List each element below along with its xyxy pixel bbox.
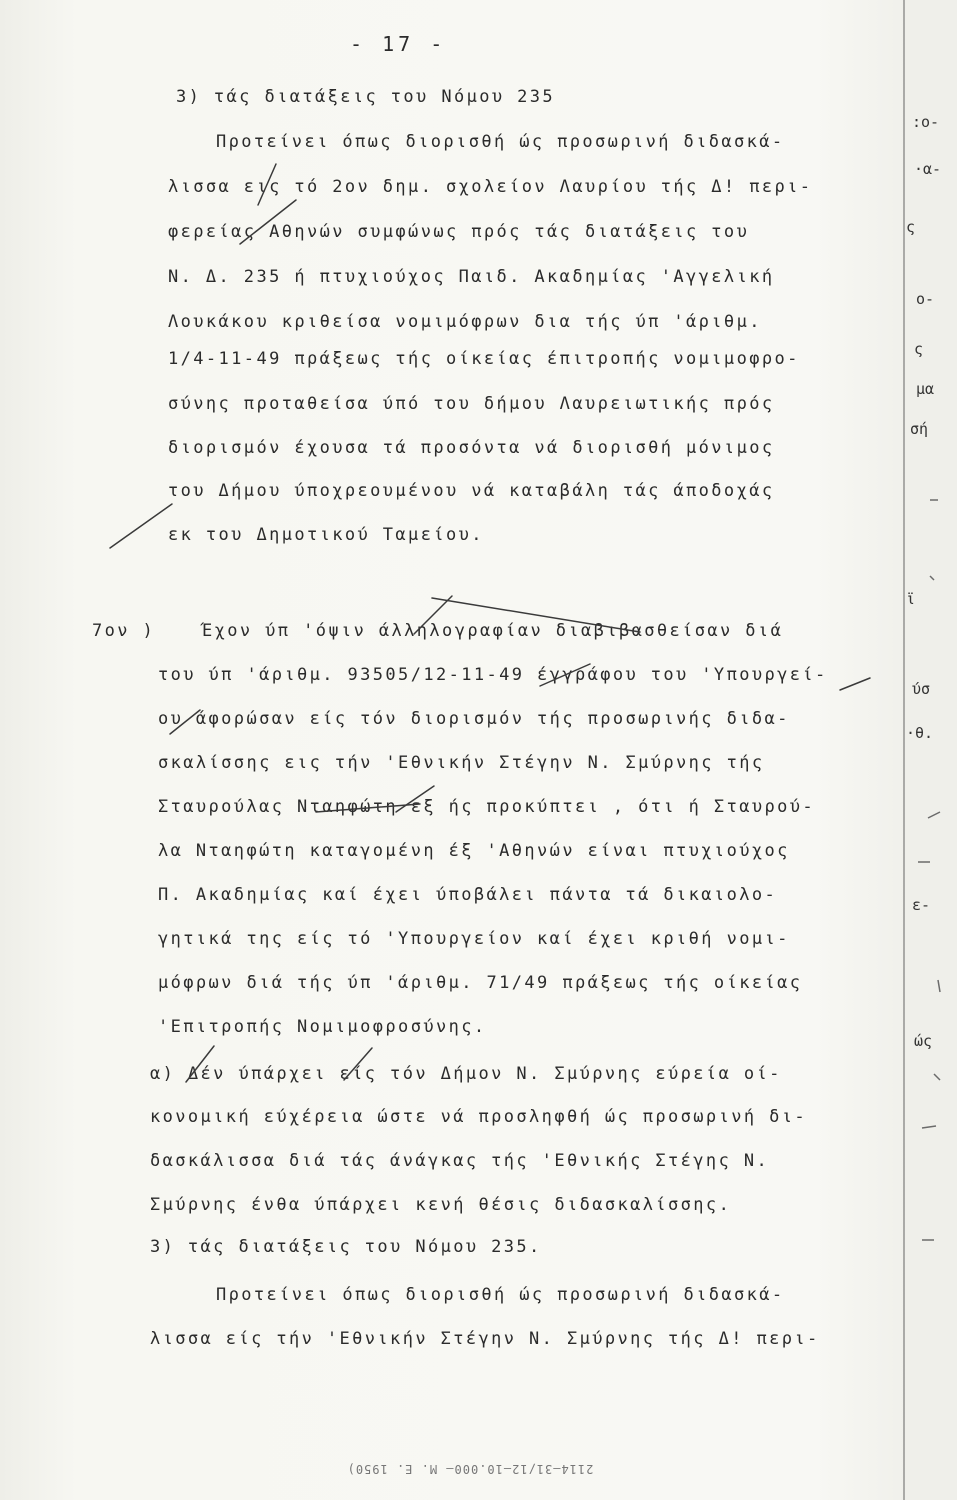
text-line: κονομική εύχέρεια ώστε νά προσληφθή ώς προσωρινή δι- [150,1107,808,1127]
text-line: λισσα εις τό 2ον δημ. σχολείον Λαυρίου τής Δ! περι- [168,177,813,197]
text-line: 3) τάς διατάξεις του Νόμου 235. [150,1237,542,1257]
text-line: Σμύρνης ένθα ύπάρχει κενή θέσις διδασκαλίσσης. [150,1195,732,1215]
margin-fragment: ε- [912,896,931,914]
margin-fragment: ς [914,340,924,358]
text-line: λα Νταηφώτη καταγομένη έξ 'Αθηνών είναι πτυχιούχος [158,841,790,861]
text-line: σύνης προταθείσα ύπό του δήμου Λαυρειωτικής πρός [168,394,775,414]
margin-fragment: μα [916,380,935,398]
margin-fragment: ς [906,218,916,236]
margin-fragment: :ο- [912,113,940,131]
text-line: δασκάλισσα διά τάς άνάγκας τής 'Εθνικής Στέγης Ν. [150,1151,770,1171]
margin-fragment: ώς [914,1032,933,1050]
text-line: α) Δέν ύπάρχει είς τόν Δήμον Ν. Σμύρνης εύρεία οί- [150,1064,782,1084]
margin-fragment: ·θ. [906,724,934,742]
text-line: λισσα είς τήν 'Εθνικήν Στέγην Ν. Σμύρνης τής Δ! περι- [150,1329,820,1349]
text-line: Λουκάκου κριθείσα νομιμόφρων δια τής ύπ 'άριθμ. [168,312,762,332]
text-line: 1/4-11-49 πράξεως τής οίκείας έπιτροπής νομιμοφρο- [168,349,800,369]
text-line: του Δήμου ύποχρεουμένου νά καταβάλη τάς άποδοχάς [168,481,775,501]
text-line: Προτείνει όπως διορισθή ώς προσωρινή διδασκά- [216,132,785,152]
text-line: του ύπ 'άριθμ. 93505/12-11-49 έγγράφου του 'Υπουργεί- [158,665,828,685]
margin-fragment: ο- [916,290,935,308]
text-line: μόφρων διά τής ύπ 'άριθμ. 71/49 πράξεως τής οίκείας [158,973,803,993]
text-line: γητικά της είς τό 'Υπουργείον καί έχει κριθή νομι- [158,929,790,949]
margin-fragment: ύσ [912,680,931,698]
printer-footer: 2114—31/12—10.000— Μ. Ε. 1950) [346,1462,594,1476]
text-line: εκ του Δημοτικού Ταμείου. [168,525,484,545]
text-line: 3) τάς διατάξεις του Νόμου 235 [176,87,556,107]
text-line: Σταυρούλας Νταηφώτη εξ ής προκύπτει , ότι ή Σταυρού- [158,797,816,817]
page-number: - 17 - [350,32,447,56]
text-line: Ν. Δ. 235 ή πτυχιούχος Παιδ. Ακαδημίας 'Αγγελική [168,267,775,287]
text-line: φερείας Αθηνών συμφώνως πρός τάς διατάξεις του [168,222,750,242]
text-line: ου άφορώσαν είς τόν διορισμόν τής προσωρινής διδα- [158,709,790,729]
text-line: διορισμόν έχουσα τά προσόντα νά διορισθή μόνιμος [168,438,775,458]
text-line: 'Επιτροπής Νομιμοφροσύνης. [158,1017,487,1037]
text-line: Έχον ύπ 'όψιν άλληλογραφίαν διαβιβασθείσαν διά [202,621,784,641]
margin-fragment: ϊ [906,590,916,608]
text-line: σκαλίσσης εις τήν 'Εθνικήν Στέγην Ν. Σμύρνης τής [158,753,765,773]
text-line: Π. Ακαδημίας καί έχει ύποβάλει πάντα τά δικαιολο- [158,885,778,905]
margin-fragment: ·α- [914,160,942,178]
text-line: Προτείνει όπως διορισθή ώς προσωρινή διδασκά- [216,1285,785,1305]
section-number: 7ον ) [92,621,156,641]
margin-fragment: σή [910,420,929,438]
